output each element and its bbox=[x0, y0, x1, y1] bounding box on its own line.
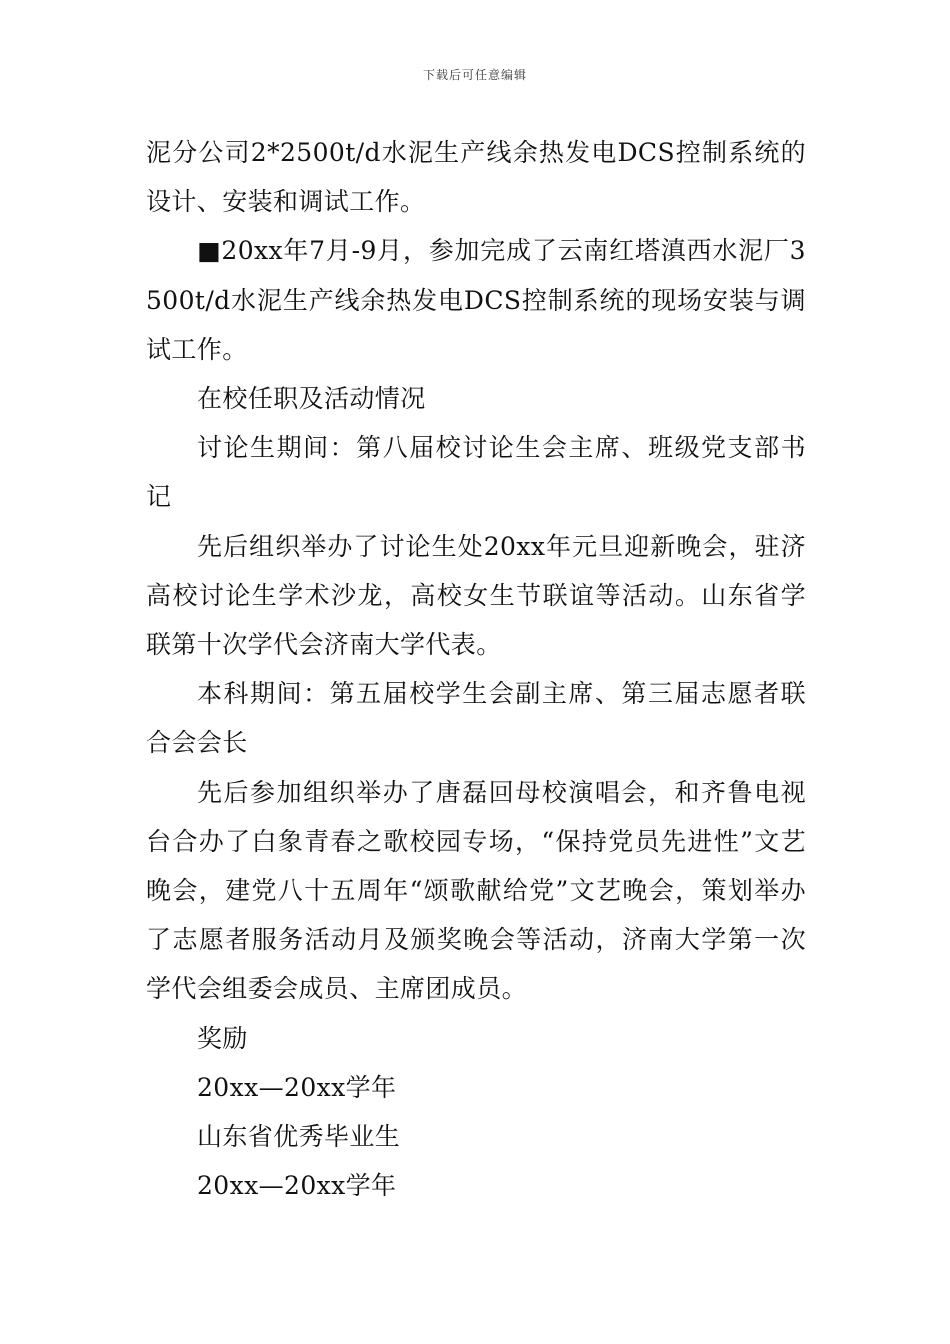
paragraph-project-yunnan: ■20xx年7月-9月，参加完成了云南红塔滇西水泥厂3500t/d水泥生产线余热发电DCS控制系统的现场安装与调试工作。 bbox=[146, 236, 806, 364]
award-year: 20xx—20xx学年 bbox=[197, 1171, 397, 1201]
section-heading-awards: 奖励 bbox=[197, 1023, 248, 1053]
paragraph-undergrad-roles: 本科期间：第五届校学生会副主席、第三届志愿者联合会会长 bbox=[146, 679, 806, 758]
paragraph-graduate-activities: 先后组织举办了讨论生处20xx年元旦迎新晚会，驻济高校讨论生学术沙龙，高校女生节联谊等活动。山东省学联第十次学代会济南大学代表。 bbox=[146, 531, 806, 660]
paragraph-graduate-roles: 讨论生期间：第八届校讨论生会主席、班级党支部书记 bbox=[146, 433, 806, 512]
document-body bbox=[146, 128, 806, 1210]
header-note: 下载后可任意编辑 bbox=[422, 68, 527, 82]
award-title: 山东省优秀毕业生 bbox=[197, 1122, 401, 1152]
paragraph-undergrad-activities: 先后参加组织举办了唐磊回母校演唱会，和齐鲁电视台合办了白象青春之歌校园专场，“保持党员先进性”文艺晚会，建党八十五周年“颂歌献给党”文艺晚会，策划举办了志愿者服务活动月及颁奖晚会等活动，济南大学第一次学代会组委会成员、主席团成员。 bbox=[146, 777, 806, 1004]
award-year: 20xx—20xx学年 bbox=[197, 1072, 397, 1102]
paragraph-continuation: 泥分公司2*2500t/d水泥生产线余热发电DCS控制系统的设计、安装和调试工作。 bbox=[146, 138, 806, 217]
section-heading-campus-roles: 在校任职及活动情况 bbox=[197, 384, 426, 414]
